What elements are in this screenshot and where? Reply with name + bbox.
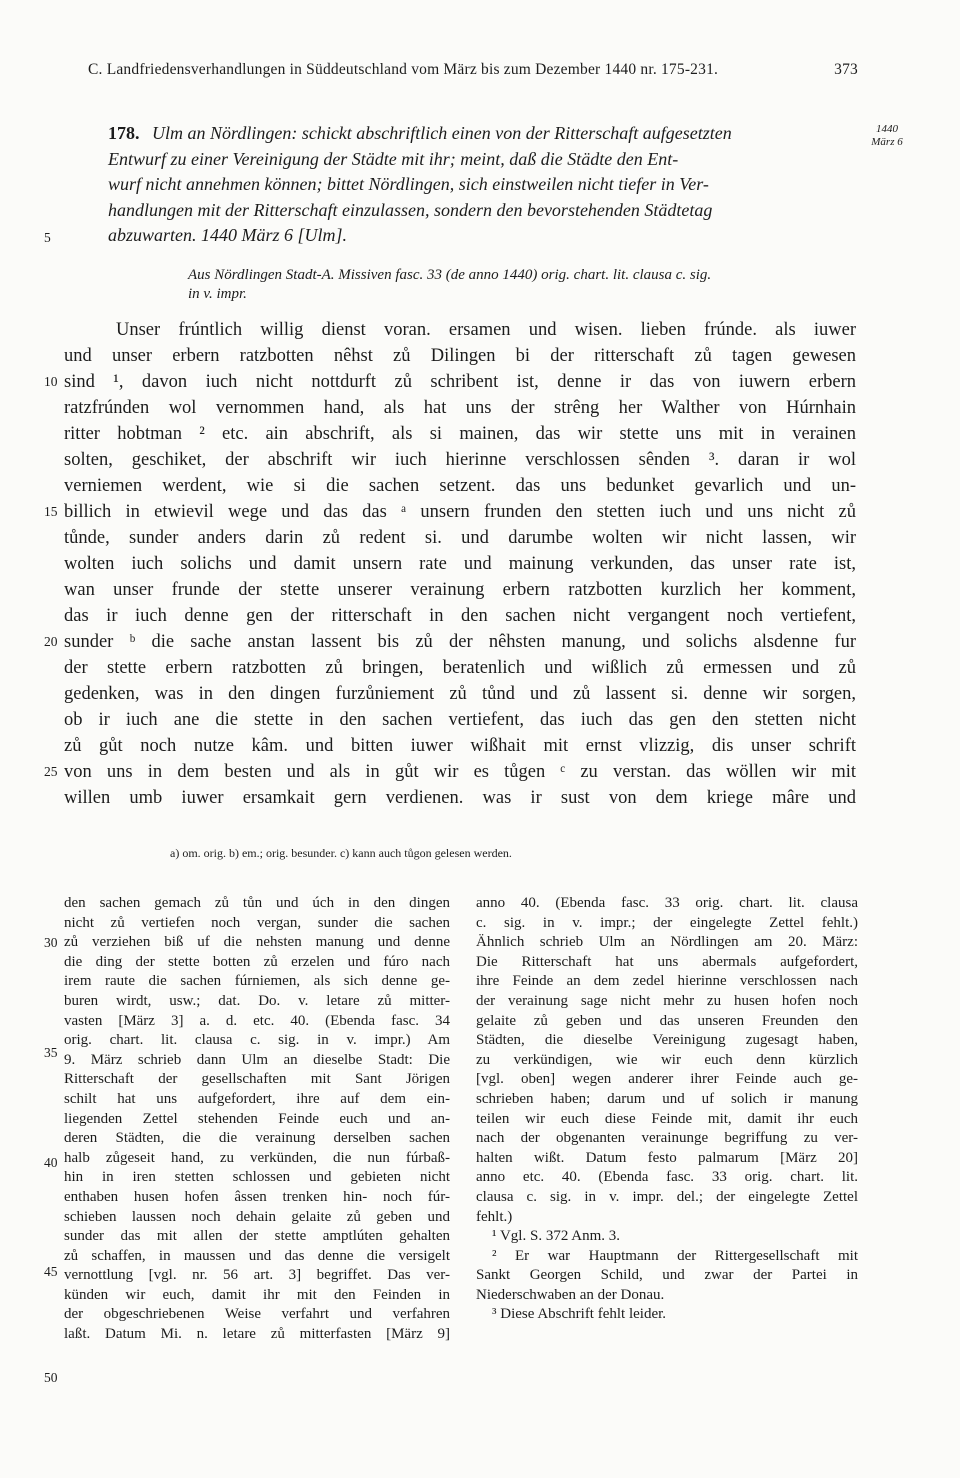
regest-line: handlungen mit der Ritterschaft einzulassen, sondern den bevorstehenden Städtetag	[108, 199, 713, 220]
line-number: 45	[44, 1264, 58, 1279]
note-line: halten wißt. Datum festo palmarum [März 20]	[476, 1149, 858, 1166]
page-number: 373	[834, 61, 858, 78]
note-line: 9. März schrieb dann Ulm an dieselbe Stadt: Die	[64, 1051, 450, 1068]
note-line: zu verkündigen, wie wir euch denn kürzlich	[476, 1051, 858, 1068]
text-line: sunder ᵇ die sache anstan lassent bis zů der nêhsten manung, und solichs alsdenne fur	[64, 632, 856, 652]
note-line: [vgl. oben] wegen anderer ihrer Feinde auch ge-	[476, 1071, 858, 1088]
note-line: künden wir euch, damit ihr mit den Feinden in	[64, 1286, 450, 1303]
note-line: den sachen gemach zů tůn und úch in den dingen	[64, 895, 450, 911]
main-text	[64, 317, 856, 811]
note-line: schieben laussen noch dehain gelaite zů geben und	[64, 1208, 450, 1225]
line-number: 50	[44, 1370, 58, 1385]
line-number: 20	[44, 634, 58, 649]
footnote: ³ Diese Abschrift fehlt leider.	[492, 1306, 667, 1323]
regest-line: Ulm an Nördlingen: schickt abschriftlich einen von der Ritterschaft aufgesetzten	[152, 123, 732, 143]
note-line: hin in iren stetten schlossen und gebieten nicht	[64, 1169, 450, 1186]
note-line: zů schaffen, in maussen und das denne die versigelt	[64, 1247, 450, 1264]
source-line-2: in v. impr.	[188, 286, 247, 302]
line-number: 40	[44, 1155, 58, 1170]
note-line: teilen wir euch diese Feinde mit, damit ihr euch	[476, 1110, 858, 1127]
note-line: schrieben haben; darum und uf solich ir manung	[476, 1090, 858, 1107]
note-line: deren Städten, die die verainung derselben sachen	[64, 1130, 450, 1147]
note-line: irem raute die sachen fúrniemen, als sich denne ge-	[64, 973, 450, 990]
note-line: halb zůgeseit hand, zu verkünden, die nun fúrbaß-	[64, 1149, 450, 1166]
regest-line: Entwurf zu einer Vereinigung der Städte mit ihr; meint, daß die Städte den Ent-	[108, 148, 679, 169]
text-line: ob ir iuch ane die stette in den sachen vertiefent, das iuch das gen den stetten nicht	[64, 710, 856, 730]
note-line: sunder das mit allen der stette amptlúten gehalten	[64, 1228, 450, 1245]
regest-line: abzuwarten. 1440 März 6 [Ulm].	[108, 225, 348, 245]
text-line: billich in etwievil wege und das das ᵃ unsern frunden den stetten iuch und uns nicht zů	[64, 502, 856, 522]
note-line: vernottlung [vgl. nr. 56 art. 3] begriffet. Das ver-	[64, 1267, 450, 1284]
note-line: schilt hat uns aufgefordert, ihre auf dem ein-	[64, 1090, 450, 1107]
note-line: clausa c. sig. in v. impr. del.; der eingelegte Zettel	[476, 1188, 858, 1205]
critical-apparatus: a) om. orig. b) em.; orig. besunder. c) kann auch tůgon gelesen werden.	[170, 846, 512, 860]
line-number: 30	[44, 935, 58, 950]
line-number: 15	[44, 504, 58, 519]
note-line: laßt. Datum Mi. n. letare zů mitterfasten [März 9]	[64, 1326, 450, 1343]
right-column	[476, 894, 858, 1325]
text-line: wolten iuch solichs und damit unsern rate und mainung verkunden, das unser rate ist,	[64, 554, 856, 574]
margin-year: 1440	[876, 123, 898, 135]
text-line: von uns in dem besten und als in gůt wir es tůgen ᶜ zu verstan. das wöllen wir mit	[64, 762, 856, 782]
note-line: gelaite zů geben und das unseren Freunden den	[476, 1012, 858, 1029]
note-line: liegenden Zettel stehenden Feinde euch und an-	[64, 1110, 450, 1127]
note-line: enthaben husen hofen âssen trenken hin- noch fúr-	[64, 1188, 450, 1205]
line-number: 10	[44, 374, 58, 389]
running-title: C. Landfriedensverhandlungen in Süddeutschland vom März bis zum Dezember 1440 nr. 175-231.	[88, 61, 719, 78]
text-line: sind ¹, davon iuch nicht nottdurft zů schribent ist, denne ir das von iuwern erbern	[64, 372, 856, 392]
footnote-line: Niederschwaben an der Donau.	[476, 1286, 665, 1303]
note-line: vasten [März 3] a. d. etc. 40. (Ebenda fasc. 34	[64, 1012, 450, 1029]
source-line-1: Aus Nördlingen Stadt-A. Missiven fasc. 33 (de anno 1440) orig. chart. lit. clausa c. sig.	[188, 267, 712, 283]
left-column	[64, 894, 450, 1345]
note-line: zů verziehen biß uf die nehsten manung und denne	[64, 934, 450, 951]
note-line: der verainung sage nicht mehr zu husen hofen noch	[476, 992, 858, 1009]
note-line: orig. chart. lit. clausa c. sig. in v. impr.) Am	[64, 1032, 450, 1049]
text-line: tůnde, sunder anders darin zů redent si. und darumbe wolten wir nicht lassen, wir	[64, 528, 856, 548]
footnote: ¹ Vgl. S. 372 Anm. 3.	[492, 1228, 620, 1245]
document-number: 178.	[108, 123, 140, 143]
note-line: Ritterschaft der gesellschaften mit Sant Jörigen	[64, 1071, 450, 1088]
running-header	[88, 61, 888, 79]
text-line: zů gůt noch nutze kâm. und bitten iuwer wißhait mit ernst vlizzig, dis unser schrift	[64, 736, 856, 756]
note-line: c. sig. in v. impr.; der eingelegte Zettel fehlt.)	[476, 914, 858, 931]
note-line: anno etc. 40. (Ebenda fasc. 33 orig. chart. lit.	[476, 1169, 858, 1186]
note-line: ihre Feinde an dem zedel hierinne verschlossen nach	[476, 973, 858, 990]
note-line: anno 40. (Ebenda fasc. 33 orig. chart. lit. clausa	[476, 895, 858, 911]
text-line: solten, geschiket, der abschrift wir iuch hierinne verschlossen sênden ³. daran ir wol	[64, 450, 856, 470]
note-line: Die Ritterschaft hat uns abermals aufgefordert,	[476, 953, 858, 970]
text-line: wan unser frunde der stette unserer verainung erbern ratzbotten kurzlich her komment,	[64, 580, 856, 600]
note-line: nicht zů vertiefen noch vergan, sunder die sachen	[64, 914, 450, 931]
text-line: gedenken, was in den dingen furzůniement zů tůnd und zů lassent si. denne wir sorgen,	[64, 684, 856, 704]
note-line: fehlt.)	[476, 1208, 513, 1225]
line-number: 25	[44, 764, 58, 779]
margin-date	[862, 123, 912, 149]
note-line: Ähnlich schrieb Ulm an Nördlingen am 20. März:	[476, 934, 858, 951]
regest-line: wurf nicht annehmen können; bittet Nördlingen, sich einstweilen nicht tiefer in Ver-	[108, 174, 709, 194]
text-line: der stette erbern ratzbotten zů bringen, beratenlich und wißlich zů ermessen und zů	[64, 658, 856, 678]
note-line: Städten, die dieselbe Vereinigung zugesagt haben,	[476, 1032, 858, 1049]
text-line: ratzfrúnden wol vernommen hand, als hat uns der strêng her Walther von Húrnhain	[64, 398, 856, 418]
text-line: und unser erbern ratzbotten nêhst zů Dilingen bi der ritterschaft zů tagen gewesen	[64, 346, 856, 366]
note-line: nach der obgenanten verainunge begriffung zu ver-	[476, 1130, 858, 1147]
line-number: 35	[44, 1045, 58, 1060]
margin-day: März 6	[871, 136, 903, 148]
text-line: verniemen werdent, wie si die sachen setzent. das uns bedunket gevarlich und un-	[64, 476, 856, 496]
text-line: Unser frúntlich willig dienst voran. ersamen und wisen. lieben frúnde. als iuwer	[116, 320, 856, 340]
text-line: das ir iuch denne gen der ritterschaft in den sachen nicht vergangent noch vertiefent,	[64, 606, 856, 626]
source-note	[188, 266, 868, 304]
footnote: ² Er war Hauptmann der Rittergesellschaft mit	[492, 1247, 858, 1264]
text-line: ritter hobtman ² etc. ain abschrift, als si mainen, das wir stette uns mit in verainen	[64, 424, 856, 444]
line-number: 5	[44, 230, 51, 245]
text-line: willen umb iuwer ersamkait gern verdienen. was ir sust von dem kriege mâre und	[64, 788, 856, 808]
note-line: der obgeschriebenen Weise verfahrt und verfahren	[64, 1306, 450, 1323]
footnote-line: Sankt Georgen Schild, und zwar der Partei in	[476, 1267, 858, 1284]
note-line: die ding der stette botten zů erzelen und fúro nach	[64, 953, 450, 970]
note-line: buren wirdt, usw.; dat. Do. v. letare zů mitter-	[64, 992, 450, 1009]
